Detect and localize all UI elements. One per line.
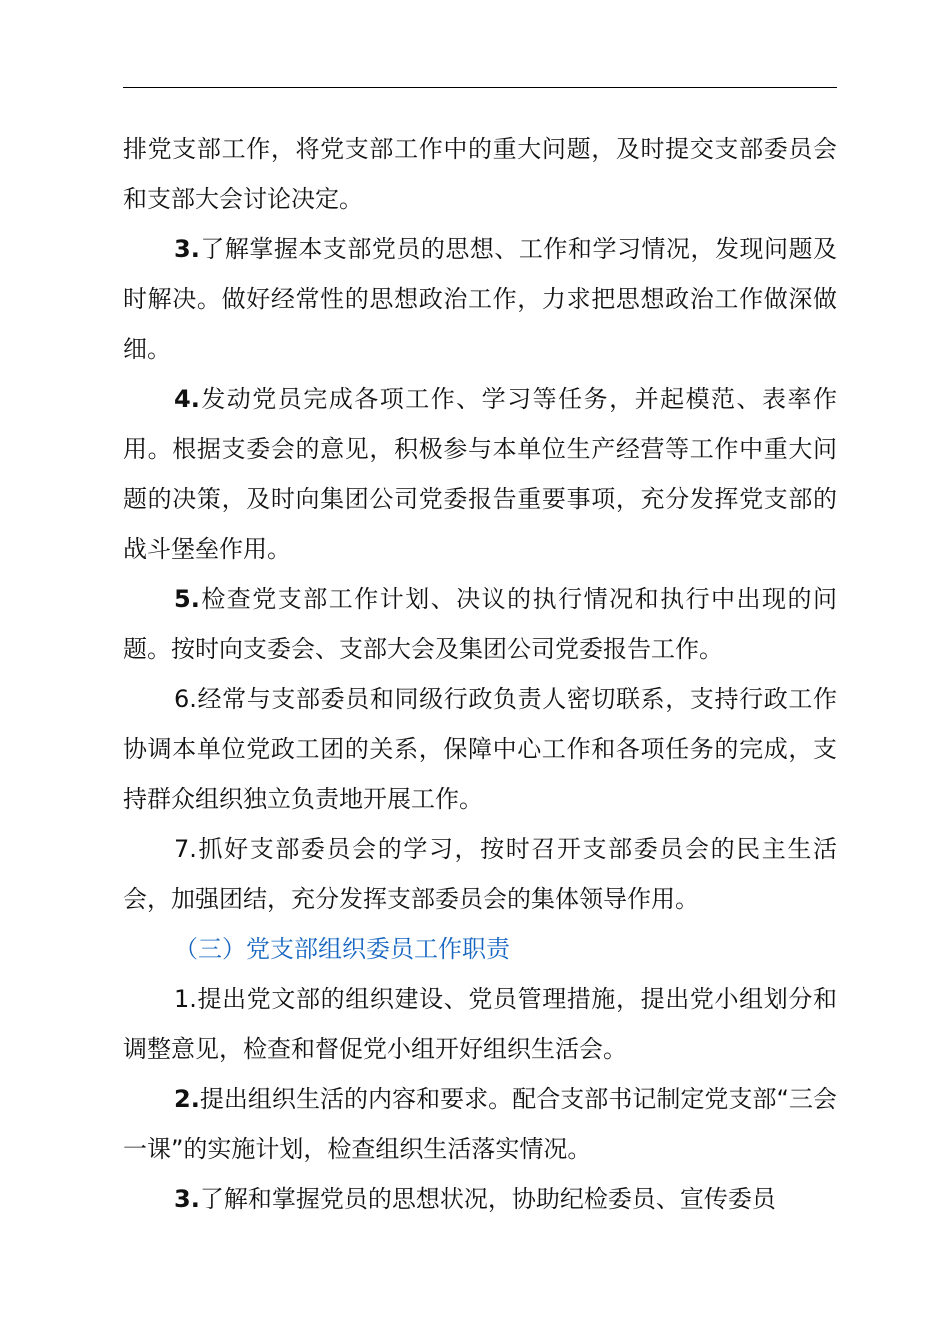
- paragraph-org-item-1: 1.提出党文部的组织建设、党员管理措施，提出党小组划分和调整意见，检查和督促党小组开好组织生活会。: [123, 985, 837, 1063]
- paragraph-org-item-2: 2.提出组织生活的内容和要求。配合支部书记制定党支部“三会一课”的实施计划，检查组织生活落实情况。: [123, 1085, 837, 1163]
- paragraph-item-3: 3.了解掌握本支部党员的思想、工作和学习情况，发现问题及时解决。做好经常性的思想政治工作，力求把思想政治工作做深做细。: [123, 235, 837, 363]
- item-number: 7.: [174, 835, 197, 863]
- header-rule: [123, 87, 837, 88]
- item-number: 5.: [174, 585, 200, 613]
- item-number: 1.: [174, 985, 197, 1013]
- paragraph-item-4: 4.发动党员完成各项工作、学习等任务，并起模范、表率作用。根据支委会的意见，积极参与本单位生产经营等工作中重大问题的决策，及时向集团公司党委报告重要事项，充分发挥党支部的战斗堡垒作用。: [123, 385, 837, 563]
- paragraph-item-5: 5.检查党支部工作计划、决议的执行情况和执行中出现的问题。按时向支委会、支部大会及集团公司党委报告工作。: [123, 585, 837, 663]
- paragraph-org-item-3: 3.了解和掌握党员的思想状况，协助纪检委员、宣传委员: [174, 1185, 776, 1213]
- item-number: 3.: [174, 235, 200, 263]
- paragraph-continuation: 排党支部工作，将党支部工作中的重大问题，及时提交支部委员会和支部大会讨论决定。: [123, 135, 837, 213]
- section-heading: （三）党支部组织委员工作职责: [174, 935, 510, 963]
- paragraph-item-7: 7.抓好支部委员会的学习，按时召开支部委员会的民主生活会，加强团结，充分发挥支部委员会的集体领导作用。: [123, 835, 837, 913]
- item-number: 4.: [174, 385, 200, 413]
- paragraph-item-6: 6.经常与支部委员和同级行政负责人密切联系，支持行政工作协调本单位党政工团的关系，保障中心工作和各项任务的完成，支持群众组织独立负责地开展工作。: [123, 685, 837, 813]
- item-number: 6.: [174, 685, 197, 713]
- body-text: [123, 124, 837, 1224]
- item-number: 3.: [174, 1185, 200, 1213]
- item-number: 2.: [174, 1085, 200, 1113]
